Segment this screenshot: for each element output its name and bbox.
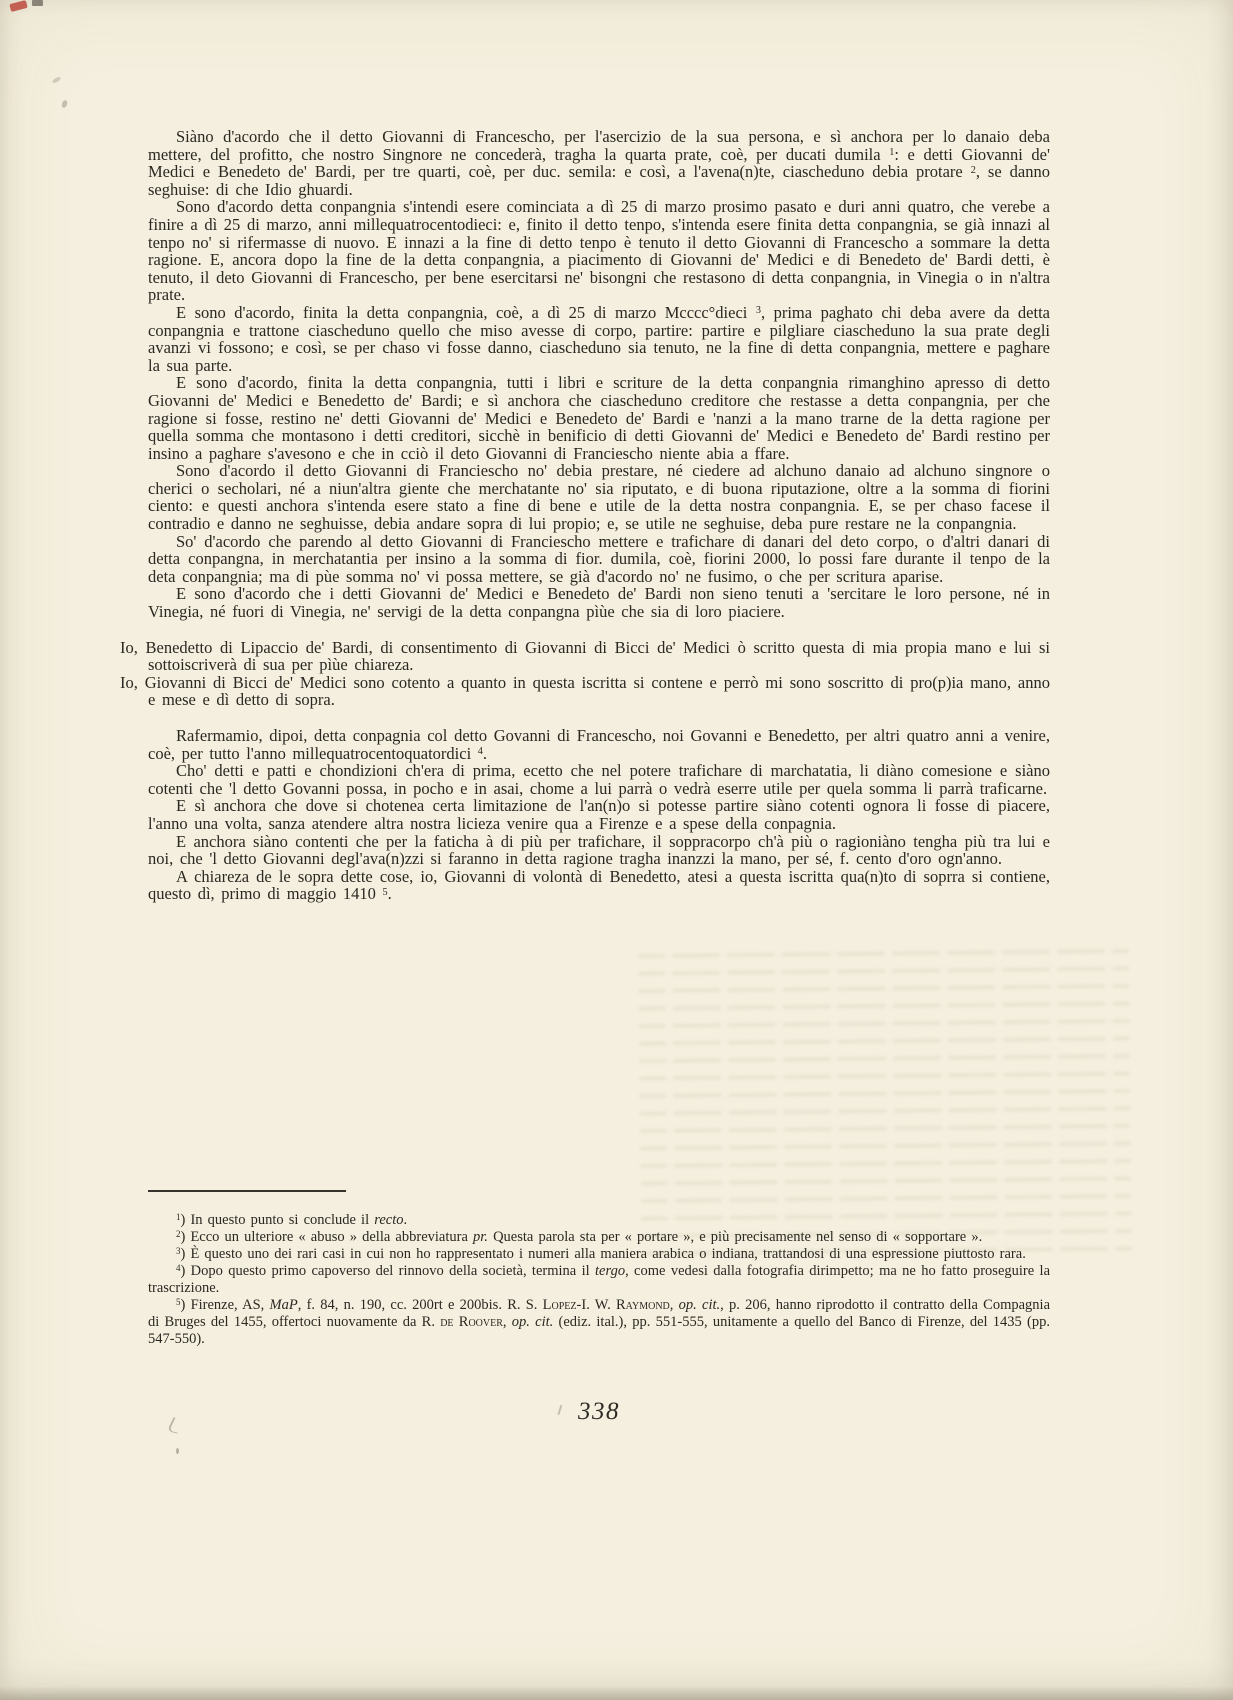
paragraph-2: Sono d'acordo detta conpangnia s'intendi esere cominciata a dì 25 di marzo prosimo pasato e duri anni quatro, che verebe a finire a dì 25 di marzo, anni millequatrocentodieci: e, finito il detto tenpo, s'intenda esere finita detta conpangnia, se già innazi al tenpo no' si rifermasse di nuovo. E innazi a la fine di detto tenpo è tenuto il detto Giovanni di Francescho a sommare la detta ragione. E, ancora dopo la fine de la detta conpangnia, a piacimento di Giovanni de' Medici e di Benedeto de' Bardi detti, è tenuto, il deto Giovanni di Francescho, per bene esercitarsi ne' bisongni che restasono di detta conpangnia, in Vinegia o in n'altra prate.: [148, 197, 1050, 305]
footnote-2: $^2$) Ecco un ulteriore « abuso » della abbreviatura pr. Questa parola sta per « portare », e più precisamente nel senso di « sopportare ».: [176, 1228, 983, 1245]
paragraph-12: E sì anchora che dove si chotenea certa limitazione de l'an(n)o si potesse partire siàno cotenti ognora li fosse di piacere, l'anno una volta, sanza atendere altra nostra licieza venire qua a Firenze e a spese della conpagnia.: [148, 796, 1050, 833]
paragraph-14: A chiareza de le sopra dette cose, io, Giovanni di volontà di Benedetto, atesi a questa iscritta qua(n)to di soprra si contiene, questo dì, primo di maggio 1410 $^5$.: [148, 866, 1050, 904]
paper-speck: [52, 76, 62, 84]
signature-benedetto: Io, Benedetto di Lipaccio de' Bardi, di consentimento di Giovanni di Bicci de' Medici ò scritto questa di mia propia mano e lui si sottoiscriverà di sua per pìùe chiareza.: [120, 637, 1050, 675]
dark-scan-artifact: [32, 0, 43, 6]
footnote-1: $^1$) In questo punto si conclude il recto.: [176, 1211, 408, 1228]
paragraph-13: E anchora siàno contenti che per la faticha à di più per trafichare, il soppracorpo ch'à più o ragioniàno tengha più tra lui e noi, che 'l detto Giovanni degl'ava(n)zzi si faranno in detta ragione tragha inanzzi la mano, per sé, f. cento d'oro ogn'anno.: [148, 831, 1050, 869]
transcription-body: [120, 127, 1050, 904]
paragraph-4: E sono d'acordo, finita la detta conpangnia, tutti i libri e scriture de la detta conpangnia rimanghino apresso di detto Giovanni de' Medici e Benedetto de' Bardi; e sì anchora che ciascheduno creditore che restasse a detta conpangnia, per che ragione si fosse, restino ne' detti Giovanni de' Medici e Benedeto de' Bardi e 'nanzi a la mano trarne de la detta ragione per quella somma che montasono i detti creditori, sicchè in benificio di detti Giovanni de' Medici e Benedeto de' Bardi restino per insino a paghare s'avesono e che in cciò il deto Giovanni di Franciescho niente abia a ffare.: [148, 373, 1050, 463]
red-ink-mark: [9, 0, 27, 12]
pencil-dot: [176, 1448, 179, 1454]
page-number: 338: [578, 1398, 620, 1425]
paragraph-5: Sono d'acordo il detto Giovanni di Franciescho no' debia prestare, né ciedere ad alchuno danaio ad alchuno singnore o cherici o secholari, né a niun'altra giente che merchatante no' sia riputato, e di buona riputazione, oltre a la somma di fiorini ciento: e questi anchora s'intenda esere stato a fine di bene e utile de la detta nostra conpangnia. E, se per chaso facese il contradio e danno ne seghuisse, debia andare sopra di lui propio; e, se utile ne seghuise, deba pure restare ne la conpangnia.: [148, 461, 1050, 534]
footnote-3: $^3$) È questo uno dei rari casi in cui non ho rappresentato i numeri alla maniera arabica o indiana, trattandosi di una espressione piuttosto rara.: [176, 1245, 1026, 1262]
paragraph-10: Rafermamio, dipoi, detta conpagnia col detto Govanni di Francescho, noi Govanni e Benedetto, per altri quatro anni a venire, coè, per tutto l'anno millequatrocentoquatordici $^4$.: [148, 726, 1050, 763]
paragraph-1: Siàno d'acordo che il detto Giovanni di Francescho, per l'asercizio de la sua persona, e sì anchora per lo danaio deba mettere, del profitto, che nostro Singnore ne concederà, tragha la quarta prate, coè, per ducati dumila $^1$: e detti Giovanni de' Medici e Benedeto de' Bardi, per tre quarti, coè, per duc. semila: e così, a l'avena(n)te, ciascheduno debia protare $^2$, se danno seghuise: di che Idio ghuardi.: [148, 127, 1050, 199]
paragraph-7: E sono d'acordo che i detti Giovanni de' Medici e Benedeto de' Bardi non sieno tenuti a 'sercitare le loro persone, né in Vinegia, né fuori di Vinegia, ne' servigi de la detta conpangna pìùe che sia di loro piaciere.: [148, 584, 1050, 622]
paragraph-6: So' d'acordo che parendo al detto Giovanni di Franciescho mettere e trafichare di danari del deto corpo, o d'altri danari di detta conpangna, in merchatantia per insino a la somma di fior. dumila, coè, fiorini 2000, lo possi fare durante il tenpo de la deta conpangnia; ma di pùe somma no' vi possa mettere, se già d'acordo no' ne fusimo, o che per scritura aparise.: [148, 531, 1050, 586]
paper-speck: [61, 99, 68, 108]
signature-giovanni: Io, Giovanni di Bicci de' Medici sono cotento a quanto in questa iscritta si contene e perrò mi sono soscritto di pro(p)ia mano, anno e mese e dì detto di sopra.: [120, 672, 1050, 710]
paragraph-3: E sono d'acordo, finita la detta conpangnia, coè, a dì 25 di marzo Mcccc°dieci $^3$, prima paghato chi deba avere da detta conpangnia e trattone ciascheduno quello che miso avesse di corpo, partire: partire e pilgliare ciascheduno la sua prate degli avanzi vi fossono; e così, se per chaso vi fosse danno, ciascheduno sia tenuto, ne la fine di detta conpangnia, mettere e paghare la sua parte.: [148, 302, 1050, 375]
footnote-4: $^4$) Dopo questo primo capoverso del rinnovo della società, termina il tergo, come vedesi dalla fotografia dirimpetto; ma ne ho fatto proseguire la trascrizione.: [148, 1262, 1050, 1296]
footnote-separator: [148, 1190, 346, 1192]
footnote-5: $^5$) Firenze, AS, MaP, f. 84, n. 190, cc. 200rt e 200bis. R. S. Lopez-I. W. Raymond, op. cit., p. 206, hanno riprodotto il contratto della Compagnia di Bruges del 1455, offertoci nuovamente da R. de Roover, op. cit. (ediz. ital.), pp. 551-555, unitamente a quello del Banco di Firenze, del 1435 (pp. 547-550).: [148, 1296, 1051, 1347]
footnotes: [148, 1212, 1050, 1348]
paragraph-11: Cho' detti e patti e chondizioni ch'era di prima, ecetto che nel potere trafichare di marchatatia, li diàno comesione e siàno cotenti che 'l detto Govanni possa, in pocho e in asai, chome a lui parrà o vedrà eserre utile per quela somma li parrà traficarne.: [148, 761, 1050, 798]
